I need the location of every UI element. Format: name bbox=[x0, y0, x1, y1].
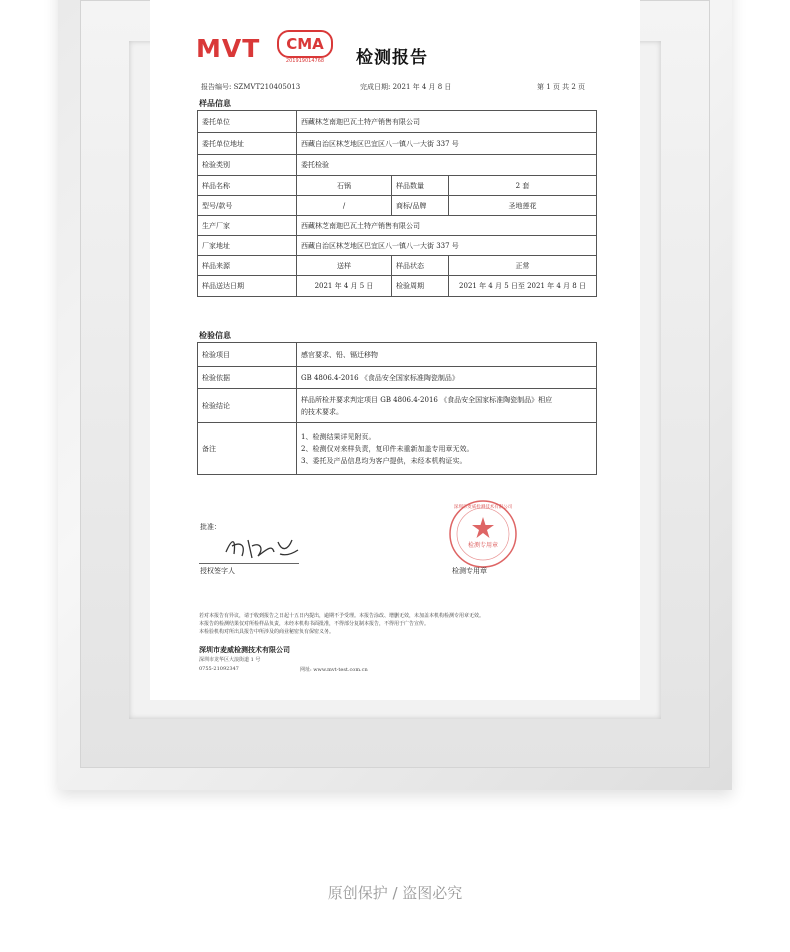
company-website: 网址: www.mvt-test.com.cn bbox=[300, 667, 368, 673]
state-label: 样品状态 bbox=[392, 256, 449, 276]
signatory-label: 授权签字人 bbox=[200, 567, 235, 575]
period-label: 检验周期 bbox=[392, 276, 449, 297]
table-row bbox=[198, 111, 597, 133]
notes-label: 备注 bbox=[198, 423, 297, 475]
test-type-label: 检验类别 bbox=[198, 155, 297, 176]
conclusion-line: 的技术要求。 bbox=[301, 407, 343, 416]
approve-label: 批准： bbox=[200, 523, 221, 531]
items-value: 感官要求、铅、镉迁移物 bbox=[297, 343, 597, 367]
company-name: 深圳市麦威检测技术有限公司 bbox=[199, 645, 290, 654]
table-row bbox=[198, 389, 597, 423]
signature-image bbox=[222, 532, 302, 562]
conclusion-label: 检验结论 bbox=[198, 389, 297, 423]
state-value: 正常 bbox=[449, 256, 597, 276]
brand-value: 圣地莲花 bbox=[449, 196, 597, 216]
sample-name-label: 样品名称 bbox=[198, 176, 297, 196]
factory-address-label: 厂家地址 bbox=[198, 236, 297, 256]
brand-label: 商标/品牌 bbox=[392, 196, 449, 216]
completion-date: 完成日期: 2021 年 4 月 8 日 bbox=[360, 83, 452, 91]
signature-line bbox=[199, 563, 299, 564]
table-row bbox=[198, 236, 597, 256]
stamp-center-text: 检测专用章 bbox=[467, 542, 499, 549]
cma-logo: CMA bbox=[277, 30, 333, 58]
cma-number: 201919014768 bbox=[285, 58, 325, 64]
manufacturer-label: 生产厂家 bbox=[198, 216, 297, 236]
basis-value: GB 4806.4-2016 《食品安全国家标准陶瓷制品》 bbox=[297, 367, 597, 389]
client-address-label: 委托单位地址 bbox=[198, 133, 297, 155]
report-number: 报告编号: SZMVT210405013 bbox=[201, 83, 301, 91]
table-row bbox=[198, 256, 597, 276]
page-indicator: 第 1 页 共 2 页 bbox=[537, 83, 586, 91]
company-phone: 0755-21092347 bbox=[199, 666, 239, 672]
client-label: 委托单位 bbox=[198, 111, 297, 133]
official-stamp bbox=[441, 499, 525, 569]
disclaimer bbox=[199, 612, 599, 636]
client-address-value: 西藏自治区林芝地区巴宜区八一镇八一大街 337 号 bbox=[297, 133, 597, 155]
company-address: 深圳市龙华区大浪街道 1 号 bbox=[199, 657, 261, 663]
source-label: 样品来源 bbox=[198, 256, 297, 276]
table-row bbox=[198, 176, 597, 196]
factory-address-value: 西藏自治区林芝地区巴宜区八一镇八一大街 337 号 bbox=[297, 236, 597, 256]
stamp-label: 检测专用章 bbox=[452, 567, 487, 575]
table-row bbox=[198, 196, 597, 216]
page-title: 检测报告 bbox=[356, 48, 428, 68]
sample-qty-value: 2 套 bbox=[449, 176, 597, 196]
conclusion-line: 样品所检并要求判定项目 GB 4806.4-2016 《食品安全国家标准陶瓷制品》相应 bbox=[301, 395, 553, 404]
note-item: 3、委托及产品信息均为客户提供，未经本机构证实。 bbox=[301, 456, 467, 465]
table-row bbox=[198, 343, 597, 367]
sample-info-heading: 样品信息 bbox=[199, 98, 231, 108]
table-row bbox=[198, 367, 597, 389]
test-info-table bbox=[197, 342, 597, 475]
notes-value bbox=[297, 423, 597, 475]
test-info-heading: 检验信息 bbox=[199, 330, 231, 340]
model-value: / bbox=[297, 196, 392, 216]
items-label: 检验项目 bbox=[198, 343, 297, 367]
conclusion-value bbox=[297, 389, 597, 423]
test-type-value: 委托检验 bbox=[297, 155, 597, 176]
table-row bbox=[198, 423, 597, 475]
note-item: 2、检测仅对来样负责，复印件未重新加盖专用章无效。 bbox=[301, 444, 474, 453]
copyright-notice: 原创保护 / 盗图必究 bbox=[327, 884, 463, 902]
sample-name-value: 石锅 bbox=[297, 176, 392, 196]
disclaimer-line: 本检验机构对所出具报告中所涉及的商业秘密负有保密义务。 bbox=[199, 629, 335, 635]
table-row bbox=[198, 216, 597, 236]
client-value: 西藏林芝南迦巴瓦土特产销售有限公司 bbox=[297, 111, 597, 133]
source-value: 送样 bbox=[297, 256, 392, 276]
table-row bbox=[198, 276, 597, 297]
delivery-date-value: 2021 年 4 月 5 日 bbox=[297, 276, 392, 297]
mvt-logo: MVT bbox=[196, 34, 261, 63]
sample-qty-label: 样品数量 bbox=[392, 176, 449, 196]
delivery-date-label: 样品送达日期 bbox=[198, 276, 297, 297]
basis-label: 检验依据 bbox=[198, 367, 297, 389]
sample-info-table bbox=[197, 110, 597, 297]
table-row bbox=[198, 155, 597, 176]
note-item: 1、检测结果详见附页。 bbox=[301, 432, 376, 441]
manufacturer-value: 西藏林芝南迦巴瓦土特产销售有限公司 bbox=[297, 216, 597, 236]
table-row bbox=[198, 133, 597, 155]
period-value: 2021 年 4 月 5 日至 2021 年 4 月 8 日 bbox=[449, 276, 597, 297]
model-label: 型号/款号 bbox=[198, 196, 297, 216]
stamp-ring-text: 深圳市麦威检测技术有限公司 bbox=[453, 505, 513, 510]
disclaimer-line: 若对本报告有异议，请于收到报告之日起十五日内提出，逾期不予受理。本报告涂改、增删无效，未加盖本机构检测专用章无效。 bbox=[199, 613, 485, 619]
disclaimer-line: 本报告的检测结果仅对所检样品负责，未经本机构书面批准，不得部分复制本报告，不得用于广告宣传。 bbox=[199, 621, 430, 627]
